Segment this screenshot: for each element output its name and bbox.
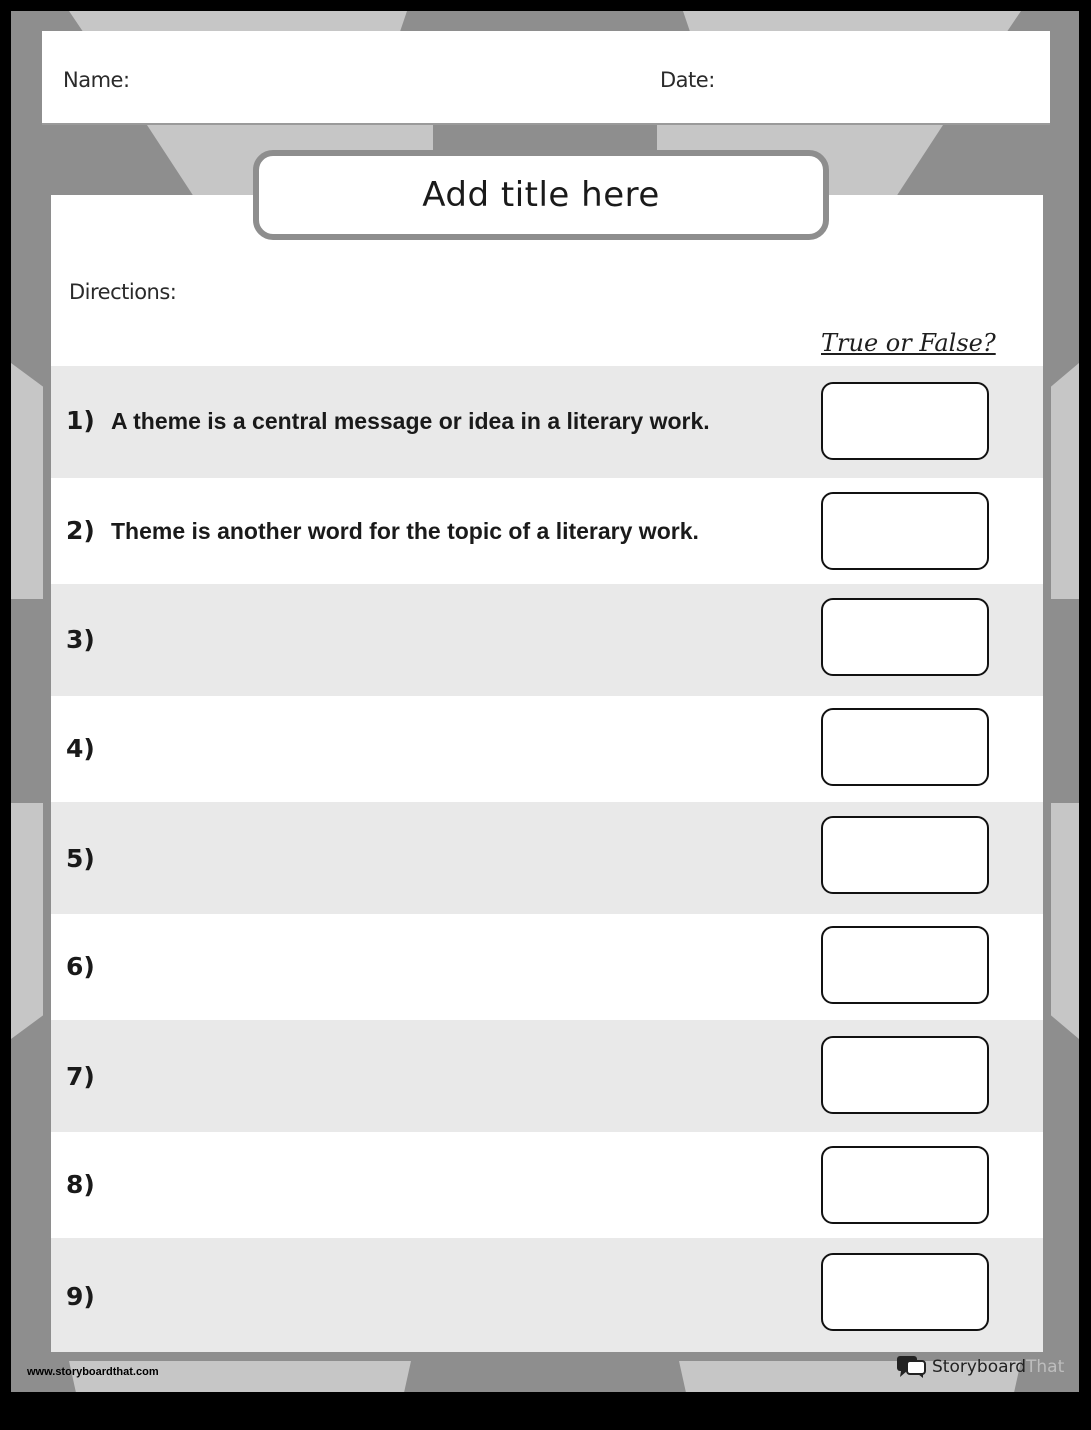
answer-box[interactable] (821, 816, 989, 894)
decor-left-strip-1 (11, 363, 43, 599)
brand-name-suffix: That (1026, 1357, 1065, 1377)
answer-box[interactable] (821, 708, 989, 786)
speech-bubble-icon (896, 1355, 926, 1379)
question-row-8 (51, 1132, 1043, 1238)
answer-box[interactable] (821, 1253, 989, 1331)
date-label[interactable]: Date: (660, 68, 715, 92)
question-row-5 (51, 802, 1043, 914)
true-or-false-header: True or False? (821, 329, 996, 357)
decor-top-right (683, 11, 1021, 31)
question-number: 4) (66, 734, 95, 763)
answer-box[interactable] (821, 1146, 989, 1224)
answer-box[interactable] (821, 492, 989, 570)
name-label[interactable]: Name: (63, 68, 130, 92)
question-row-3 (51, 584, 1043, 696)
answer-box[interactable] (821, 926, 989, 1004)
answer-box[interactable] (821, 382, 989, 460)
question-number: 9) (66, 1282, 95, 1311)
title-box[interactable] (253, 150, 829, 240)
question-row-7 (51, 1020, 1043, 1132)
decor-right-strip-2 (1051, 803, 1079, 1039)
question-number: 5) (66, 844, 95, 873)
worksheet-title: Add title here (422, 175, 660, 215)
question-number: 1) (66, 406, 95, 435)
answer-box[interactable] (821, 598, 989, 676)
question-number: 6) (66, 952, 95, 981)
decor-top-left (69, 11, 407, 31)
question-number: 8) (66, 1170, 95, 1199)
name-date-bar (42, 31, 1050, 125)
question-row-6 (51, 914, 1043, 1020)
question-row-2 (51, 478, 1043, 584)
brand-logo (896, 1355, 1064, 1379)
question-text[interactable]: Theme is another word for the topic of a literary work. (111, 518, 699, 544)
decor-left-strip-2 (11, 803, 43, 1039)
question-text[interactable]: A theme is a central message or idea in a literary work. (111, 408, 710, 434)
answer-box[interactable] (821, 1036, 989, 1114)
question-row-4 (51, 696, 1043, 802)
question-row-1 (51, 366, 1043, 478)
question-number: 2) (66, 516, 95, 545)
question-row-9 (51, 1238, 1043, 1352)
worksheet-page (11, 11, 1079, 1392)
brand-name: Storyboard (932, 1357, 1026, 1377)
questions-panel (51, 195, 1043, 1352)
directions-label[interactable]: Directions: (69, 280, 177, 304)
question-number: 3) (66, 625, 95, 654)
footer-url: www.storyboardthat.com (27, 1366, 159, 1378)
question-number: 7) (66, 1062, 95, 1091)
decor-right-strip-1 (1051, 363, 1079, 599)
